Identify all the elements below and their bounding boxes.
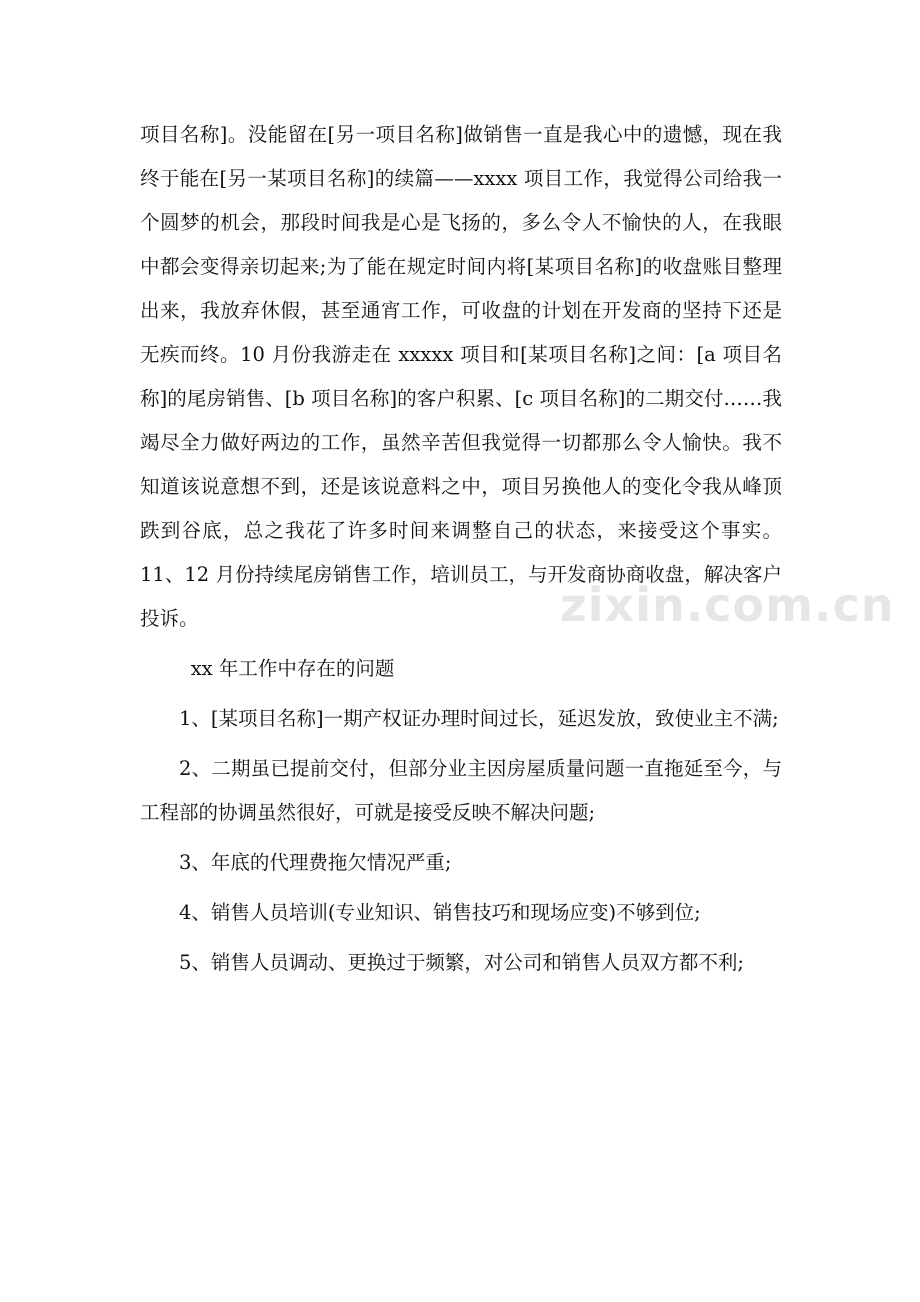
issue-item-2: 2、二期虽已提前交付，但部分业主因房屋质量问题一直拖延至今，与工程部的协调虽然很好，可就是接受反映不解决问题;: [140, 757, 782, 824]
issue-item-3: 3、年底的代理费拖欠情况严重;: [179, 851, 452, 874]
paragraph-continued: 项目名称]。没能留在[另一项目名称]做销售一直是我心中的遗憾，现在我终于能在[另一某项目名称]的续篇——xxxx 项目工作，我觉得公司给我一个圆梦的机会，那段时间我是心是飞扬的，多么令人不愉快的人，在我眼中都会变得亲切起来;为了能在规定时间内将[某项目名称]的收盘账目整理出来，我放弃休假，甚至通宵工作，可收盘的计划在开发商的坚持下还是无疾而终。10 月份我游走在 xxxxx 项目和[某项目名称]之间：[a 项目名称]的尾房销售、[b 项目名称]的客户积累、[c 项目名称]的二期交付……我竭尽全力做好两边的工作，虽然辛苦但我觉得一切都那么令人愉快。我不知道该说意想不到，还是该说意料之中，项目另换他人的变化令我从峰顶跌到谷底，总之我花了许多时间来调整自己的状态，来接受这个事实。11、12 月份持续尾房销售工作，培训员工，与开发商协商收盘，解决客户投诉。: [140, 123, 782, 630]
document-body: [140, 113, 782, 985]
watermark: zixin.com.cn: [560, 578, 895, 632]
section-heading: xx 年工作中存在的问题: [190, 657, 395, 680]
issue-item-4: 4、销售人员培训(专业知识、销售技巧和现场应变)不够到位;: [179, 901, 701, 924]
issue-item-5: 5、销售人员调动、更换过于频繁，对公司和销售人员双方都不利;: [179, 951, 744, 974]
issue-item-1: 1、[某项目名称]一期产权证办理时间过长，延迟发放，致使业主不满;: [179, 707, 779, 730]
